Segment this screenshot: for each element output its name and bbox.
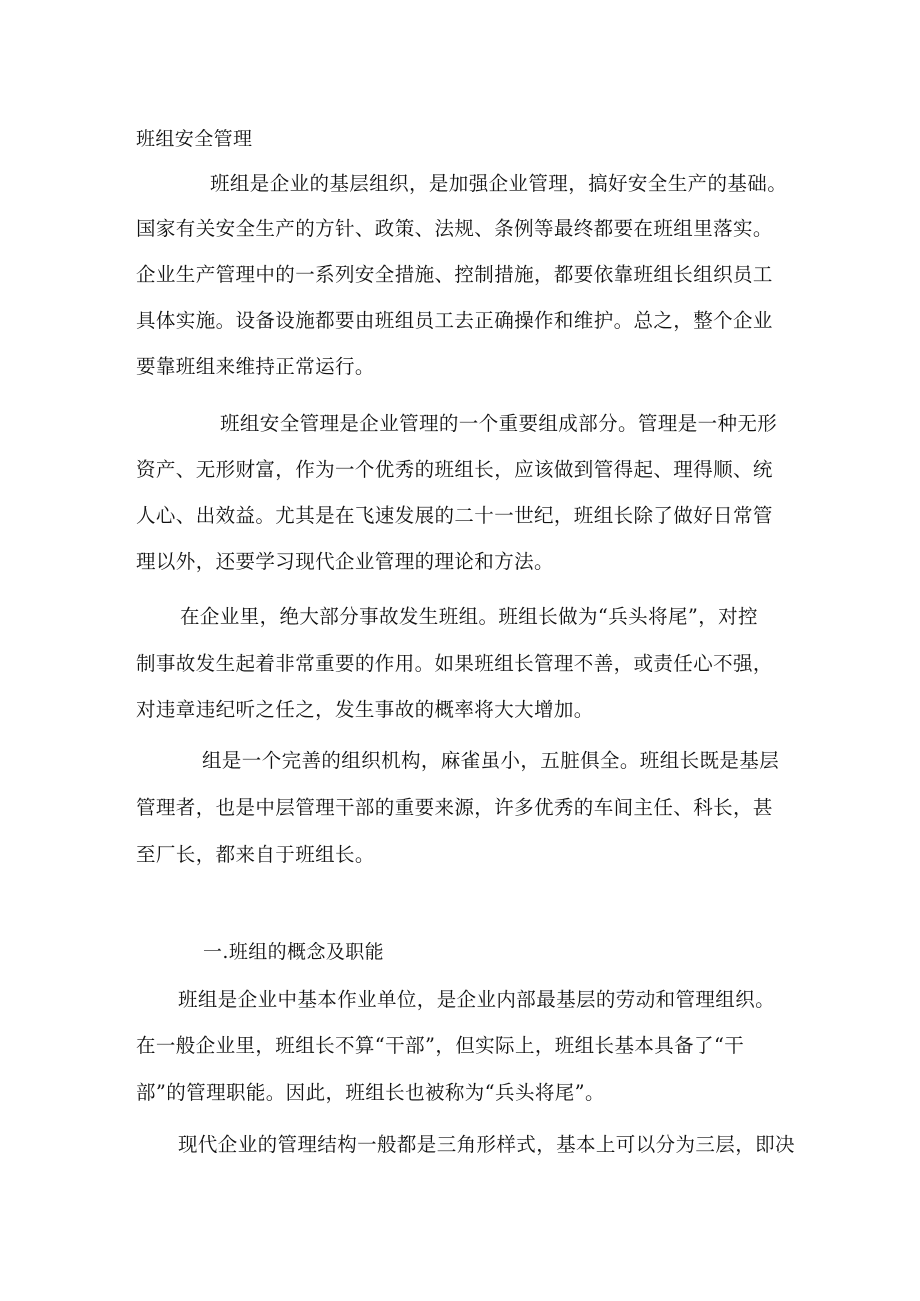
paragraph-3-line-2: 制事故发生起着非常重要的作用。如果班组长管理不善，或责任心不强， bbox=[136, 652, 773, 675]
section-paragraph-1-line-2: 在一般企业里，班组长不算“干部”，但实际上，班组长基本具备了“干 bbox=[136, 1034, 745, 1057]
document-title: 班组安全管理 bbox=[136, 128, 253, 150]
paragraph-3-line-1: 在企业里，绝大部分事故发生班组。班组长做为“兵头将尾”，对控 bbox=[180, 605, 758, 628]
section-paragraph-2-line-1: 现代企业的管理结构一般都是三角形样式，基本上可以分为三层，即决 bbox=[178, 1133, 795, 1156]
paragraph-1-line-3: 企业生产管理中的一系列安全措施、控制措施，都要依靠班组长组织员工 bbox=[136, 263, 773, 286]
paragraph-2-line-2: 资产、无形财富，作为一个优秀的班组长，应该做到管得起、理得顺、统 bbox=[136, 458, 773, 481]
paragraph-2-line-1: 班组安全管理是企业管理的一个重要组成部分。管理是一种无形 bbox=[220, 412, 778, 435]
paragraph-2-line-3: 人心、出效益。尤其是在飞速发展的二十一世纪，班组长除了做好日常管 bbox=[136, 504, 773, 527]
paragraph-1-line-5: 要靠班组来维持正常运行。 bbox=[136, 355, 375, 378]
paragraph-4-line-3: 至厂长，都来自于班组长。 bbox=[136, 843, 375, 866]
section-paragraph-1-line-3: 部”的管理职能。因此，班组长也被称为“兵头将尾”。 bbox=[136, 1081, 605, 1104]
paragraph-1-line-1: 班组是企业的基层组织，是加强企业管理，搞好安全生产的基础。 bbox=[210, 172, 788, 195]
paragraph-4-line-1: 组是一个完善的组织机构，麻雀虽小，五脏俱全。班组长既是基层 bbox=[202, 749, 780, 772]
paragraph-1-line-2: 国家有关安全生产的方针、政策、法规、条例等最终都要在班组里落实。 bbox=[136, 217, 773, 240]
section-heading: 一.班组的概念及职能 bbox=[203, 941, 385, 963]
paragraph-4-line-2: 管理者，也是中层管理干部的重要来源，许多优秀的车间主任、科长，甚 bbox=[136, 796, 773, 819]
section-paragraph-1-line-1: 班组是企业中基本作业单位，是企业内部最基层的劳动和管理组织。 bbox=[178, 988, 776, 1011]
paragraph-1-line-4: 具体实施。设备设施都要由班组员工去正确操作和维护。总之，整个企业 bbox=[136, 309, 773, 332]
paragraph-3-line-3: 对违章违纪听之任之，发生事故的概率将大大增加。 bbox=[136, 698, 594, 721]
paragraph-2-line-4: 理以外，还要学习现代企业管理的理论和方法。 bbox=[136, 550, 554, 573]
